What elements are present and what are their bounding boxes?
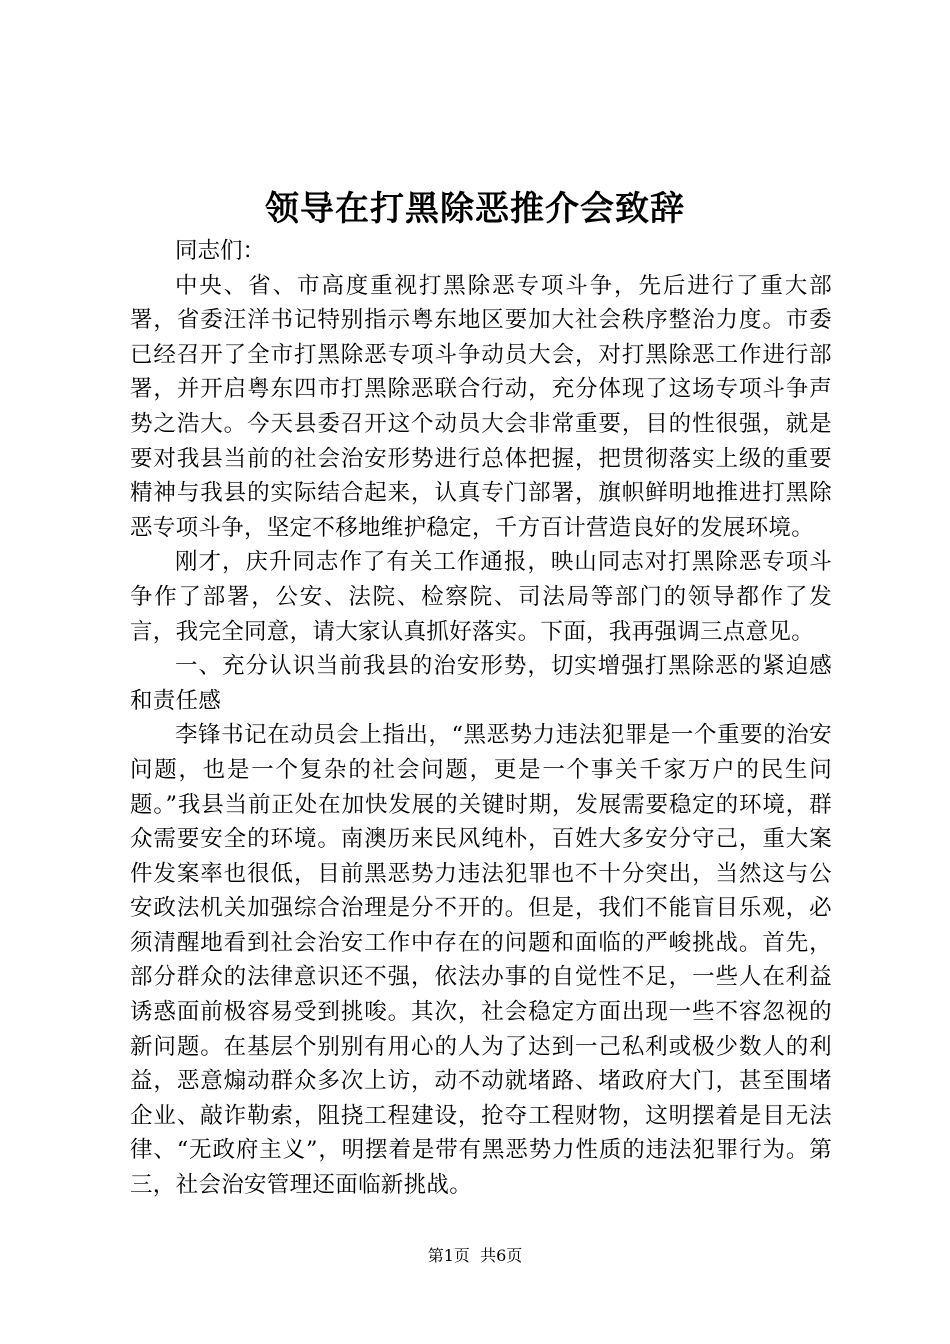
- page-title: 领导在打黑除恶推介会致辞: [265, 189, 685, 229]
- page-footer: 第1页 共6页: [427, 1246, 523, 1265]
- paragraph-3: 李锋书记在动员会上指出，“黑恶势力违法犯罪是一个重要的治安问题，也是一个复杂的社会问题，更是一个事关千家万户的民生问题。”我县当前正处在加快发展的关键时期，发展需要稳定的环境，群众需要安全的环境。南澳历来民风纯朴，百姓大多安分守己，重大案件发案率也很低，目前黑恶势力违法犯罪也不十分突出，当然这与公安政法机关加强综合治理是分不开的。但是，我们不能盲目乐观，必须清醒地看到社会治安工作中存在的问题和面临的严峻挑战。首先，部分群众的法律意识还不强，依法办事的自觉性不足，一些人在利益诱惑面前极容易受到挑唆。其次，社会稳定方面出现一些不容忽视的新问题。在基层个别别有用心的人为了达到一己私利或极少数人的利益，恶意煽动群众多次上访，动不动就堵路、堵政府大门，甚至围堵企业、敲诈勒索，阻挠工程建设，抢夺工程财物，这明摆着是目无法律、“无政府主义”，明摆着是带有黑恶势力性质的违法犯罪行为。第三，社会治安管理还面临新挑战。: [130, 722, 832, 1199]
- paragraph-1: 中央、省、市高度重视打黑除恶专项斗争，先后进行了重大部署，省委汪洋书记特别指示粤东地区要加大社会秩序整治力度。市委已经召开了全市打黑除恶专项斗争动员大会，对打黑除恶工作进行部署，并开启粤东四市打黑除恶联合行动，充分体现了这场专项斗争声势之浩大。今天县委召开这个动员大会非常重要，目的性很强，就是要对我县当前的社会治安形势进行总体把握，把贯彻落实上级的重要精神与我县的实际结合起来，认真专门部署，旗帜鲜明地推进打黑除恶专项斗争，坚定不移地维护稳定，千方百计营造良好的发展环境。: [130, 272, 832, 541]
- section-heading-1: 一、充分认识当前我县的治安形势，切实增强打黑除恶的紧迫感和责任感: [130, 653, 832, 714]
- salutation: 同志们：: [175, 238, 266, 264]
- document-body: [130, 234, 832, 1203]
- paragraph-2: 刚才，庆升同志作了有关工作通报，映山同志对打黑除恶专项斗争作了部署，公安、法院、检察院、司法局等部门的领导都作了发言，我完全同意，请大家认真抓好落实。下面，我再强调三点意见。: [130, 549, 832, 645]
